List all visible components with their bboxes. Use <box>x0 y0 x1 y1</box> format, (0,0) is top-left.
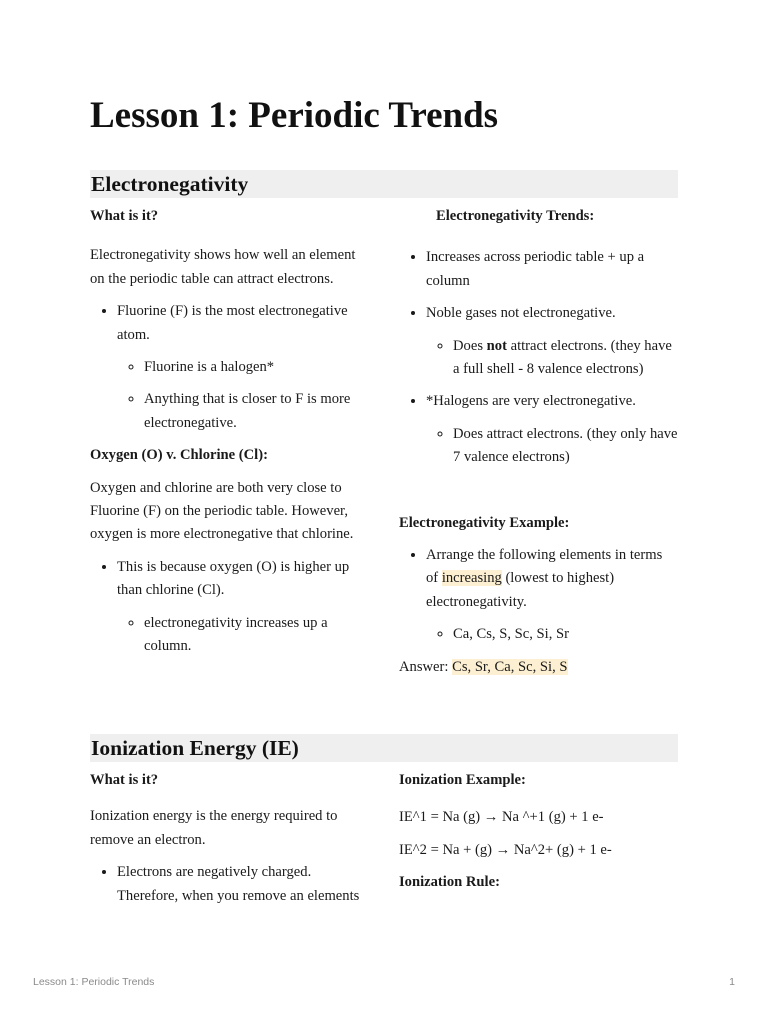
page-title: Lesson 1: Periodic Trends <box>90 95 499 136</box>
example-text: (lowest to highest) electronegativity. <box>426 570 615 610</box>
halogens-bullet: *Halogens are very electronegative. <box>426 393 636 410</box>
example-sublist <box>426 623 678 646</box>
ionization-intro: Ionization energy is the energy required to remove an electron. <box>90 808 338 848</box>
sub-text: Does <box>453 337 487 354</box>
list-item: • Electrons are negatively charged. Therefore, when you remove an elements <box>117 861 372 908</box>
footer-label: Lesson 1: Periodic Trends <box>33 976 155 988</box>
list-item <box>117 300 372 435</box>
ionization-rule-heading: Ionization Rule: <box>399 874 500 891</box>
ionization-equation-2: IE^2 = Na + (g) → Na^2+ (g) + 1 e- <box>399 841 612 858</box>
noble-gases-sublist <box>426 335 678 382</box>
section-heading-electronegativity: Electronegativity <box>90 170 678 198</box>
list-item <box>453 335 678 382</box>
oxygen-list <box>90 556 372 659</box>
ionization-right-column <box>399 769 678 904</box>
ionization-list <box>90 861 372 908</box>
halogens-sublist <box>426 423 678 470</box>
electronegativity-left-column <box>90 205 372 668</box>
list-item: ◦ Does attract electrons. (they only have 7 valence electrons) <box>453 423 678 470</box>
what-is-it-heading: What is it? <box>90 208 159 224</box>
fluorine-sublist <box>117 356 372 435</box>
list-item <box>117 556 372 659</box>
list-item <box>426 302 678 381</box>
electronegativity-intro: Electronegativity shows how well an element on the periodic table can attract electrons. <box>90 247 356 287</box>
list-item: ◦ Ca, Cs, S, Sc, Si, Sr <box>453 623 678 646</box>
highlight-increasing: increasing <box>441 570 502 587</box>
list-item <box>426 544 678 647</box>
list-item <box>426 390 678 469</box>
list-item: ◦ electronegativity increases up a column. <box>144 612 372 659</box>
what-is-it-heading: What is it? <box>90 772 159 788</box>
list-item: ◦ Fluorine is a halogen* <box>144 356 372 379</box>
fluorine-list <box>90 300 372 435</box>
answer-line <box>399 656 678 679</box>
ionization-example-heading: Ionization Example: <box>399 772 526 788</box>
oxygen-sublist <box>117 612 372 659</box>
example-list <box>399 544 678 647</box>
list-item: ◦ Anything that is closer to F is more electronegative. <box>144 388 372 435</box>
answer-label: Answer: <box>399 658 453 675</box>
fluorine-bullet: Fluorine (F) is the most electronegative atom. <box>117 303 348 343</box>
list-item: • Increases across periodic table + up a column <box>426 246 678 293</box>
section-heading-ionization: Ionization Energy (IE) <box>90 734 678 762</box>
trends-heading: Electronegativity Trends: <box>436 208 595 224</box>
answer-value: Cs, Sr, Ca, Sc, Si, S <box>452 658 568 675</box>
example-text: Arrange the following elements in terms of <box>426 547 663 587</box>
emphasis-not: not <box>486 337 507 354</box>
page-number: 1 <box>729 976 735 988</box>
oxygen-bullet: This is because oxygen (O) is higher up than chlorine (Cl). <box>117 558 350 599</box>
ionization-left-column <box>90 769 372 917</box>
oxygen-chlorine-heading: Oxygen (O) v. Chlorine (Cl): <box>90 447 268 464</box>
trends-list <box>399 246 678 469</box>
noble-gases-bullet: Noble gases not electronegative. <box>426 305 616 322</box>
oxygen-chlorine-paragraph: Oxygen and chlorine are both very close to Fluorine (F) on the periodic table. However, oxygen is more electronegative that chlorine. <box>90 479 354 543</box>
example-heading: Electronegativity Example: <box>399 514 570 531</box>
ionization-equation-1: IE^1 = Na (g) → Na ^+1 (g) + 1 e- <box>399 809 604 826</box>
sub-text: attract electrons. (they have a full shell - 8 valence electrons) <box>453 337 672 378</box>
electronegativity-right-column <box>399 205 678 688</box>
